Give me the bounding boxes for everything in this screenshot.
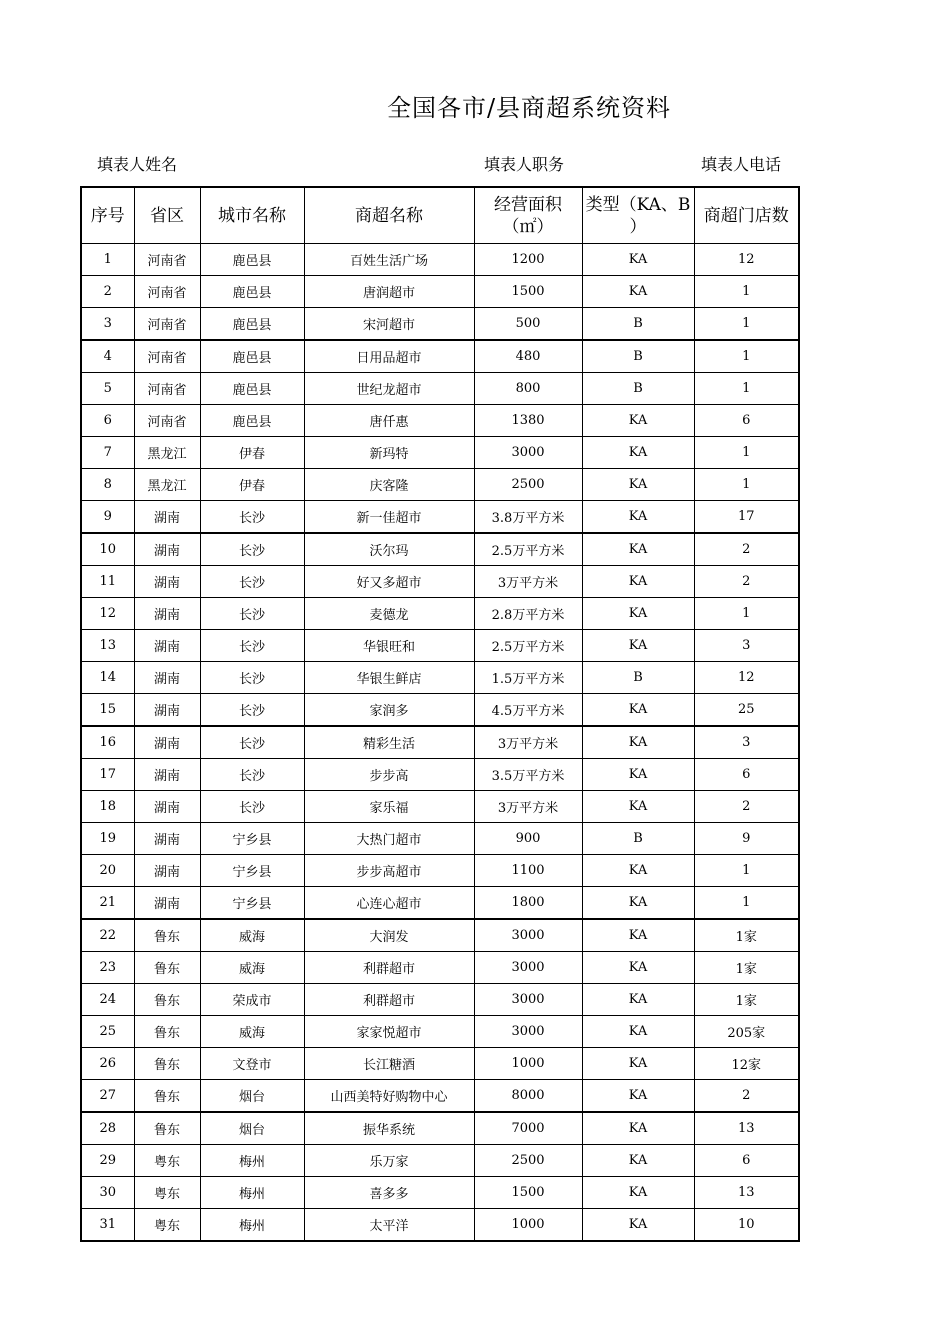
cell-store: 山西美特好购物中心 <box>304 1080 474 1113</box>
cell-city: 文登市 <box>200 1048 304 1080</box>
cell-count: 6 <box>694 405 799 437</box>
cell-seq: 14 <box>81 662 134 694</box>
cell-count: 2 <box>694 566 799 598</box>
cell-city: 威海 <box>200 1016 304 1048</box>
cell-area: 3万平方米 <box>474 566 582 598</box>
cell-city: 长沙 <box>200 598 304 630</box>
cell-store: 步步高 <box>304 759 474 791</box>
cell-store: 家润多 <box>304 694 474 727</box>
cell-city: 伊春 <box>200 469 304 501</box>
cell-store: 日用品超市 <box>304 340 474 373</box>
cell-store: 乐万家 <box>304 1145 474 1177</box>
cell-area: 3000 <box>474 1016 582 1048</box>
cell-city: 长沙 <box>200 566 304 598</box>
cell-store: 利群超市 <box>304 984 474 1016</box>
cell-store: 麦德龙 <box>304 598 474 630</box>
cell-store: 精彩生活 <box>304 726 474 759</box>
cell-count: 1 <box>694 340 799 373</box>
cell-province: 粤东 <box>134 1209 200 1242</box>
table-row <box>81 405 799 437</box>
cell-store: 大热门超市 <box>304 823 474 855</box>
cell-count: 25 <box>694 694 799 727</box>
cell-count: 17 <box>694 501 799 534</box>
table-row <box>81 759 799 791</box>
cell-type: KA <box>582 501 694 534</box>
cell-province: 鲁东 <box>134 1016 200 1048</box>
cell-city: 长沙 <box>200 726 304 759</box>
header-seq: 序号 <box>81 187 134 244</box>
table-row <box>81 1080 799 1113</box>
cell-type: KA <box>582 1016 694 1048</box>
cell-city: 长沙 <box>200 694 304 727</box>
table-row <box>81 984 799 1016</box>
cell-province: 鲁东 <box>134 1080 200 1113</box>
cell-area: 3000 <box>474 984 582 1016</box>
cell-type: KA <box>582 1048 694 1080</box>
cell-city: 长沙 <box>200 630 304 662</box>
cell-province: 湖南 <box>134 887 200 920</box>
cell-seq: 4 <box>81 340 134 373</box>
cell-city: 荣成市 <box>200 984 304 1016</box>
cell-city: 烟台 <box>200 1080 304 1113</box>
table-row <box>81 501 799 534</box>
cell-area: 1100 <box>474 855 582 887</box>
cell-city: 鹿邑县 <box>200 405 304 437</box>
cell-seq: 11 <box>81 566 134 598</box>
cell-count: 2 <box>694 791 799 823</box>
cell-type: B <box>582 308 694 341</box>
cell-area: 3万平方米 <box>474 791 582 823</box>
cell-count: 1 <box>694 469 799 501</box>
table-row <box>81 308 799 341</box>
cell-type: KA <box>582 855 694 887</box>
cell-seq: 27 <box>81 1080 134 1113</box>
table-row <box>81 887 799 920</box>
cell-province: 湖南 <box>134 566 200 598</box>
cell-seq: 21 <box>81 887 134 920</box>
cell-store: 唐仟惠 <box>304 405 474 437</box>
cell-seq: 1 <box>81 244 134 276</box>
cell-city: 长沙 <box>200 791 304 823</box>
cell-province: 湖南 <box>134 598 200 630</box>
header-count: 商超门店数 <box>694 187 799 244</box>
cell-area: 1200 <box>474 244 582 276</box>
header-type: 类型（KA、B ） <box>582 187 694 244</box>
cell-province: 河南省 <box>134 308 200 341</box>
cell-province: 鲁东 <box>134 919 200 952</box>
cell-count: 12 <box>694 662 799 694</box>
cell-province: 鲁东 <box>134 952 200 984</box>
cell-city: 威海 <box>200 952 304 984</box>
cell-seq: 3 <box>81 308 134 341</box>
cell-type: KA <box>582 1209 694 1242</box>
cell-type: KA <box>582 405 694 437</box>
cell-province: 湖南 <box>134 694 200 727</box>
cell-province: 粤东 <box>134 1145 200 1177</box>
cell-type: KA <box>582 469 694 501</box>
cell-seq: 28 <box>81 1112 134 1145</box>
cell-seq: 29 <box>81 1145 134 1177</box>
table-row <box>81 694 799 727</box>
cell-area: 1800 <box>474 887 582 920</box>
cell-province: 湖南 <box>134 630 200 662</box>
cell-city: 长沙 <box>200 759 304 791</box>
cell-area: 1500 <box>474 276 582 308</box>
cell-seq: 17 <box>81 759 134 791</box>
cell-area: 3万平方米 <box>474 726 582 759</box>
cell-province: 湖南 <box>134 662 200 694</box>
cell-province: 黑龙江 <box>134 469 200 501</box>
table-row <box>81 373 799 405</box>
table-row <box>81 340 799 373</box>
cell-store: 长江糖酒 <box>304 1048 474 1080</box>
cell-store: 新玛特 <box>304 437 474 469</box>
cell-province: 湖南 <box>134 726 200 759</box>
cell-area: 1.5万平方米 <box>474 662 582 694</box>
cell-count: 1家 <box>694 984 799 1016</box>
cell-area: 3000 <box>474 437 582 469</box>
cell-store: 新一佳超市 <box>304 501 474 534</box>
cell-area: 2.8万平方米 <box>474 598 582 630</box>
cell-seq: 18 <box>81 791 134 823</box>
cell-seq: 5 <box>81 373 134 405</box>
cell-store: 好又多超市 <box>304 566 474 598</box>
cell-count: 1 <box>694 276 799 308</box>
cell-type: KA <box>582 437 694 469</box>
table-row <box>81 276 799 308</box>
cell-type: KA <box>582 1112 694 1145</box>
cell-city: 鹿邑县 <box>200 373 304 405</box>
cell-count: 1家 <box>694 919 799 952</box>
cell-province: 河南省 <box>134 405 200 437</box>
cell-count: 1 <box>694 437 799 469</box>
filler-phone-label: 填表人电话 <box>701 155 782 174</box>
cell-type: KA <box>582 984 694 1016</box>
cell-type: B <box>582 662 694 694</box>
cell-count: 1 <box>694 598 799 630</box>
cell-type: KA <box>582 759 694 791</box>
cell-count: 6 <box>694 759 799 791</box>
cell-province: 鲁东 <box>134 1048 200 1080</box>
cell-city: 鹿邑县 <box>200 244 304 276</box>
table-row <box>81 437 799 469</box>
table-row <box>81 1145 799 1177</box>
cell-count: 1 <box>694 887 799 920</box>
cell-type: KA <box>582 276 694 308</box>
cell-count: 1家 <box>694 952 799 984</box>
cell-type: KA <box>582 1080 694 1113</box>
cell-type: KA <box>582 952 694 984</box>
cell-province: 湖南 <box>134 759 200 791</box>
cell-seq: 15 <box>81 694 134 727</box>
cell-count: 205家 <box>694 1016 799 1048</box>
cell-type: KA <box>582 726 694 759</box>
cell-seq: 6 <box>81 405 134 437</box>
filler-name-label: 填表人姓名 <box>97 155 178 174</box>
table-row <box>81 1177 799 1209</box>
cell-count: 12家 <box>694 1048 799 1080</box>
cell-type: B <box>582 373 694 405</box>
cell-seq: 9 <box>81 501 134 534</box>
cell-province: 湖南 <box>134 823 200 855</box>
cell-type: KA <box>582 630 694 662</box>
cell-store: 庆客隆 <box>304 469 474 501</box>
cell-store: 喜多多 <box>304 1177 474 1209</box>
cell-store: 百姓生活广场 <box>304 244 474 276</box>
cell-area: 2.5万平方米 <box>474 533 582 566</box>
cell-city: 鹿邑县 <box>200 276 304 308</box>
cell-area: 3.5万平方米 <box>474 759 582 791</box>
cell-seq: 12 <box>81 598 134 630</box>
cell-store: 家乐福 <box>304 791 474 823</box>
cell-count: 3 <box>694 726 799 759</box>
cell-store: 利群超市 <box>304 952 474 984</box>
cell-city: 长沙 <box>200 501 304 534</box>
header-city: 城市名称 <box>200 187 304 244</box>
cell-area: 480 <box>474 340 582 373</box>
cell-store: 太平洋 <box>304 1209 474 1242</box>
table-row <box>81 1112 799 1145</box>
cell-province: 鲁东 <box>134 1112 200 1145</box>
cell-count: 10 <box>694 1209 799 1242</box>
cell-area: 2500 <box>474 469 582 501</box>
cell-area: 3000 <box>474 952 582 984</box>
cell-area: 4.5万平方米 <box>474 694 582 727</box>
cell-type: KA <box>582 919 694 952</box>
cell-count: 1 <box>694 855 799 887</box>
cell-province: 河南省 <box>134 340 200 373</box>
cell-type: KA <box>582 694 694 727</box>
cell-city: 鹿邑县 <box>200 340 304 373</box>
cell-store: 宋河超市 <box>304 308 474 341</box>
table-row <box>81 823 799 855</box>
table-row <box>81 855 799 887</box>
cell-type: B <box>582 340 694 373</box>
table-row <box>81 469 799 501</box>
cell-area: 8000 <box>474 1080 582 1113</box>
cell-count: 1 <box>694 373 799 405</box>
page-title: 全国各市/县商超系统资料 <box>386 94 672 122</box>
table-row <box>81 1048 799 1080</box>
cell-area: 2500 <box>474 1145 582 1177</box>
cell-area: 1380 <box>474 405 582 437</box>
cell-area: 2.5万平方米 <box>474 630 582 662</box>
cell-type: KA <box>582 1177 694 1209</box>
filler-role-label: 填表人职务 <box>484 155 565 174</box>
cell-count: 9 <box>694 823 799 855</box>
header-store: 商超名称 <box>304 187 474 244</box>
cell-province: 湖南 <box>134 533 200 566</box>
cell-store: 振华系统 <box>304 1112 474 1145</box>
cell-type: KA <box>582 887 694 920</box>
cell-seq: 16 <box>81 726 134 759</box>
table-row <box>81 566 799 598</box>
header-area: 经营面积（㎡） <box>474 187 582 244</box>
cell-store: 心连心超市 <box>304 887 474 920</box>
cell-seq: 23 <box>81 952 134 984</box>
cell-store: 华银旺和 <box>304 630 474 662</box>
cell-type: KA <box>582 533 694 566</box>
table-row <box>81 244 799 276</box>
cell-store: 大润发 <box>304 919 474 952</box>
cell-store: 华银生鲜店 <box>304 662 474 694</box>
cell-city: 威海 <box>200 919 304 952</box>
cell-province: 河南省 <box>134 276 200 308</box>
cell-city: 长沙 <box>200 533 304 566</box>
cell-province: 黑龙江 <box>134 437 200 469</box>
table-row <box>81 919 799 952</box>
cell-city: 宁乡县 <box>200 855 304 887</box>
cell-count: 2 <box>694 1080 799 1113</box>
supermarket-table <box>80 186 800 1242</box>
cell-store: 唐润超市 <box>304 276 474 308</box>
cell-city: 梅州 <box>200 1209 304 1242</box>
cell-province: 鲁东 <box>134 984 200 1016</box>
table-row <box>81 598 799 630</box>
cell-type: B <box>582 823 694 855</box>
cell-seq: 31 <box>81 1209 134 1242</box>
table-row <box>81 952 799 984</box>
cell-seq: 10 <box>81 533 134 566</box>
cell-seq: 24 <box>81 984 134 1016</box>
cell-province: 湖南 <box>134 855 200 887</box>
cell-area: 900 <box>474 823 582 855</box>
cell-city: 梅州 <box>200 1145 304 1177</box>
cell-seq: 30 <box>81 1177 134 1209</box>
cell-city: 宁乡县 <box>200 887 304 920</box>
cell-seq: 2 <box>81 276 134 308</box>
cell-type: KA <box>582 1145 694 1177</box>
cell-province: 湖南 <box>134 791 200 823</box>
cell-store: 家家悦超市 <box>304 1016 474 1048</box>
cell-count: 6 <box>694 1145 799 1177</box>
cell-seq: 8 <box>81 469 134 501</box>
cell-seq: 22 <box>81 919 134 952</box>
cell-area: 1000 <box>474 1048 582 1080</box>
cell-area: 1000 <box>474 1209 582 1242</box>
cell-type: KA <box>582 566 694 598</box>
cell-city: 伊春 <box>200 437 304 469</box>
cell-city: 梅州 <box>200 1177 304 1209</box>
table-row <box>81 1016 799 1048</box>
cell-type: KA <box>582 791 694 823</box>
table-row <box>81 630 799 662</box>
cell-count: 13 <box>694 1112 799 1145</box>
cell-area: 500 <box>474 308 582 341</box>
cell-province: 粤东 <box>134 1177 200 1209</box>
cell-city: 宁乡县 <box>200 823 304 855</box>
table-header-row <box>81 187 799 244</box>
cell-count: 13 <box>694 1177 799 1209</box>
table-row <box>81 791 799 823</box>
cell-count: 3 <box>694 630 799 662</box>
header-province: 省区 <box>134 187 200 244</box>
cell-province: 河南省 <box>134 244 200 276</box>
cell-seq: 7 <box>81 437 134 469</box>
table-row <box>81 726 799 759</box>
cell-store: 世纪龙超市 <box>304 373 474 405</box>
cell-city: 长沙 <box>200 662 304 694</box>
cell-seq: 13 <box>81 630 134 662</box>
cell-area: 800 <box>474 373 582 405</box>
table-row <box>81 1209 799 1242</box>
cell-type: KA <box>582 598 694 630</box>
cell-area: 3000 <box>474 919 582 952</box>
cell-seq: 20 <box>81 855 134 887</box>
cell-city: 烟台 <box>200 1112 304 1145</box>
cell-city: 鹿邑县 <box>200 308 304 341</box>
cell-seq: 19 <box>81 823 134 855</box>
cell-area: 3.8万平方米 <box>474 501 582 534</box>
cell-count: 1 <box>694 308 799 341</box>
cell-province: 湖南 <box>134 501 200 534</box>
cell-type: KA <box>582 244 694 276</box>
cell-count: 2 <box>694 533 799 566</box>
cell-province: 河南省 <box>134 373 200 405</box>
cell-store: 步步高超市 <box>304 855 474 887</box>
cell-count: 12 <box>694 244 799 276</box>
cell-store: 沃尔玛 <box>304 533 474 566</box>
table-row <box>81 662 799 694</box>
cell-seq: 26 <box>81 1048 134 1080</box>
table-row <box>81 533 799 566</box>
cell-area: 1500 <box>474 1177 582 1209</box>
cell-area: 7000 <box>474 1112 582 1145</box>
cell-seq: 25 <box>81 1016 134 1048</box>
